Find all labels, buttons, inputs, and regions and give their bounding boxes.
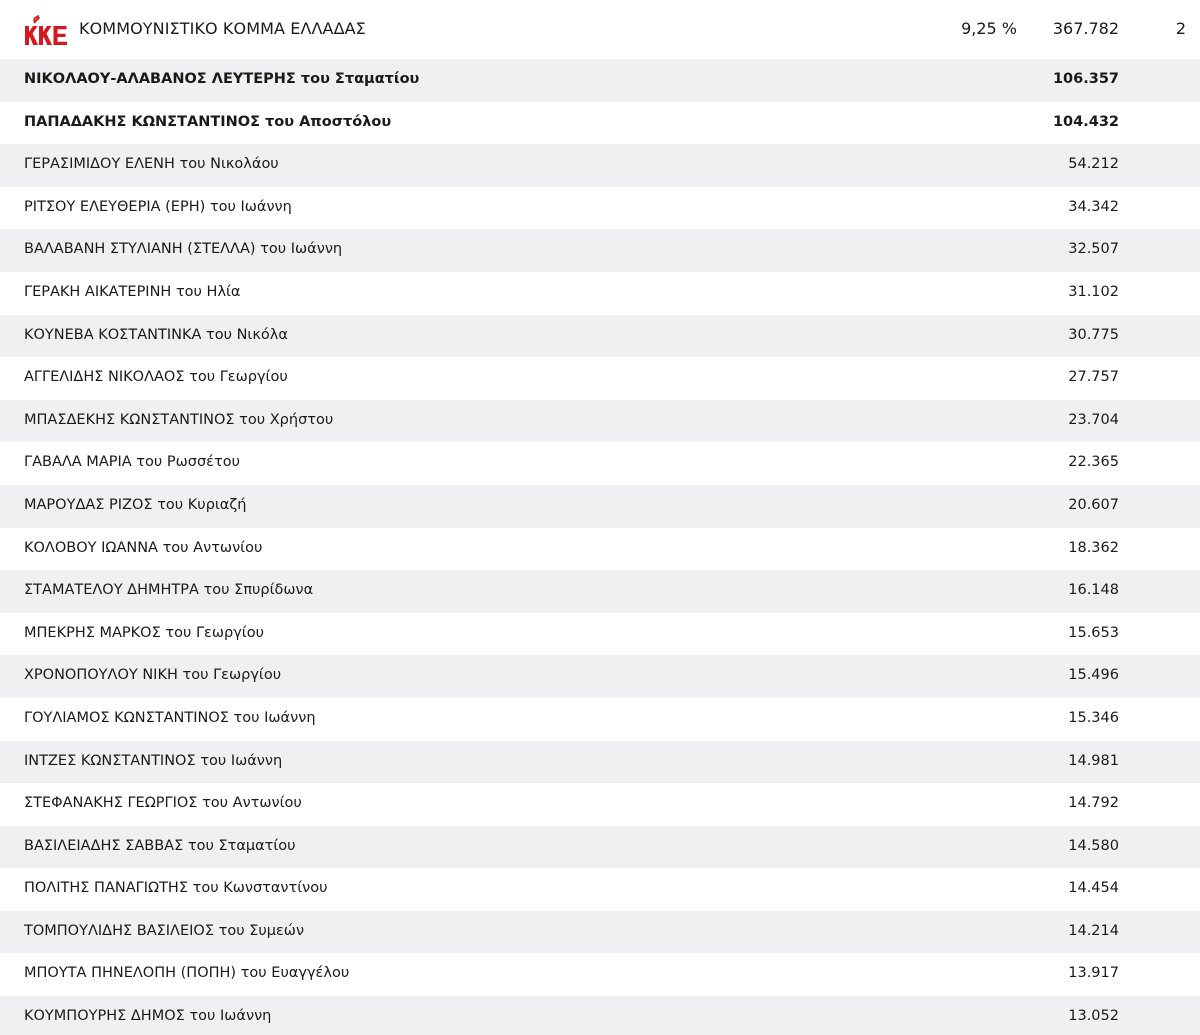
candidate-votes: 34.342 xyxy=(1068,198,1119,215)
candidate-votes: 14.580 xyxy=(1068,837,1119,854)
candidate-name: ΚΟΛΟΒΟΥ ΙΩΑΝΝΑ του Αντωνίου xyxy=(24,539,263,556)
candidate-row[interactable] xyxy=(0,400,1200,443)
candidate-name: ΜΠΑΣΔΕΚΗΣ ΚΩΝΣΤΑΝΤΙΝΟΣ του Χρήστου xyxy=(24,411,334,428)
candidate-votes: 15.496 xyxy=(1068,667,1119,684)
candidate-votes: 20.607 xyxy=(1068,496,1119,513)
candidate-name: ΒΑΛΑΒΑΝΗ ΣΤΥΛΙΑΝΗ (ΣΤΕΛΛΑ) του Ιωάννη xyxy=(24,241,343,258)
candidate-votes: 14.792 xyxy=(1068,795,1119,812)
candidate-row[interactable] xyxy=(0,442,1200,485)
candidate-name: ΑΓΓΕΛΙΔΗΣ ΝΙΚΟΛΑΟΣ του Γεωργίου xyxy=(24,369,288,386)
candidate-votes: 32.507 xyxy=(1068,241,1119,258)
candidate-row[interactable] xyxy=(0,102,1200,145)
candidate-row[interactable] xyxy=(0,485,1200,528)
candidate-votes: 15.346 xyxy=(1068,709,1119,726)
candidate-name: ΜΑΡΟΥΔΑΣ ΡΙΖΟΣ του Κυριαζή xyxy=(24,496,247,513)
candidate-row[interactable] xyxy=(0,229,1200,272)
candidate-votes: 14.214 xyxy=(1068,922,1119,939)
candidate-votes: 23.704 xyxy=(1068,411,1119,428)
candidate-votes: 14.981 xyxy=(1068,752,1119,769)
candidate-votes: 54.212 xyxy=(1068,156,1119,173)
candidate-name: ΝΙΚΟΛΑΟΥ-ΑΛΑΒΑΝΟΣ ΛΕΥΤΕΡΗΣ του Σταματίου xyxy=(24,71,420,87)
candidate-name: ΚΟΥΜΠΟΥΡΗΣ ΔΗΜΟΣ του Ιωάννη xyxy=(24,1008,272,1025)
candidate-row[interactable] xyxy=(0,59,1200,102)
candidate-name: ΙΝΤΖΕΣ ΚΩΝΣΤΑΝΤΙΝΟΣ του Ιωάννη xyxy=(24,752,283,769)
candidate-votes: 30.775 xyxy=(1068,326,1119,343)
candidate-votes: 13.052 xyxy=(1068,1008,1119,1025)
candidate-row[interactable] xyxy=(0,698,1200,741)
candidate-row[interactable] xyxy=(0,315,1200,358)
candidate-row[interactable] xyxy=(0,357,1200,400)
candidate-row[interactable] xyxy=(0,272,1200,315)
candidate-votes: 31.102 xyxy=(1068,283,1119,300)
candidate-row[interactable] xyxy=(0,868,1200,911)
candidate-row[interactable] xyxy=(0,826,1200,869)
candidate-name: ΓΑΒΑΛΑ ΜΑΡΙΑ του Ρωσσέτου xyxy=(24,454,240,471)
candidate-name: ΠΟΛΙΤΗΣ ΠΑΝΑΓΙΩΤΗΣ του Κωνσταντίνου xyxy=(24,880,328,897)
candidate-name: ΚΟΥΝΕΒΑ ΚΟΣΤΑΝΤΙΝΚΑ του Νικόλα xyxy=(24,326,288,343)
candidate-votes: 16.148 xyxy=(1068,582,1119,599)
candidate-row[interactable] xyxy=(0,613,1200,656)
candidate-row[interactable] xyxy=(0,783,1200,826)
candidate-votes: 106.357 xyxy=(1052,71,1119,87)
candidate-name: ΡΙΤΣΟΥ ΕΛΕΥΘΕΡΙΑ (ΕΡΗ) του Ιωάννη xyxy=(24,198,292,215)
candidate-row[interactable] xyxy=(0,187,1200,230)
candidate-votes: 18.362 xyxy=(1068,539,1119,556)
candidate-votes: 104.432 xyxy=(1052,113,1119,130)
candidate-name: ΠΑΠΑΔΑΚΗΣ ΚΩΝΣΤΑΝΤΙΝΟΣ του Αποστόλου xyxy=(24,113,392,130)
candidate-list xyxy=(0,59,1200,1035)
candidate-votes: 13.917 xyxy=(1068,965,1119,982)
candidate-votes: 27.757 xyxy=(1068,369,1119,386)
candidate-name: ΓΟΥΛΙΑΜΟΣ ΚΩΝΣΤΑΝΤΙΝΟΣ του Ιωάννη xyxy=(24,709,316,726)
candidate-row[interactable] xyxy=(0,655,1200,698)
candidate-votes: 15.653 xyxy=(1068,624,1119,641)
candidate-row[interactable] xyxy=(0,996,1200,1035)
candidate-row[interactable] xyxy=(0,528,1200,571)
candidate-name: ΣΤΑΜΑΤΕΛΟΥ ΔΗΜΗΤΡΑ του Σπυρίδωνα xyxy=(24,582,314,599)
candidate-name: ΤΟΜΠΟΥΛΙΔΗΣ ΒΑΣΙΛΕΙΟΣ του Συμεών xyxy=(24,922,305,939)
candidate-row[interactable] xyxy=(0,741,1200,784)
candidate-row[interactable] xyxy=(0,570,1200,613)
candidate-row[interactable] xyxy=(0,953,1200,996)
candidate-name: ΓΕΡΑΣΙΜΙΔΟΥ ΕΛΕΝΗ του Νικολάου xyxy=(24,156,279,173)
candidate-name: ΜΠΕΚΡΗΣ ΜΑΡΚΟΣ του Γεωργίου xyxy=(24,624,264,641)
kke-logo-icon xyxy=(24,14,68,46)
party-name: ΚΟΜΜΟΥΝΙΣΤΙΚΟ ΚΟΜΜΑ ΕΛΛΑΔΑΣ xyxy=(79,19,366,38)
candidate-name: ΓΕΡΑΚΗ ΑΙΚΑΤΕΡΙΝΗ του Ηλία xyxy=(24,283,241,300)
party-header-row[interactable] xyxy=(0,0,1200,60)
candidate-name: ΒΑΣΙΛΕΙΑΔΗΣ ΣΑΒΒΑΣ του Σταματίου xyxy=(24,837,296,854)
candidate-name: ΣΤΕΦΑΝΑΚΗΣ ΓΕΩΡΓΙΟΣ του Αντωνίου xyxy=(24,795,302,812)
candidate-row[interactable] xyxy=(0,144,1200,187)
candidate-name: ΜΠΟΥΤΑ ΠΗΝΕΛΟΠΗ (ΠΟΠΗ) του Ευαγγέλου xyxy=(24,965,350,982)
party-votes: 367.782 xyxy=(1052,19,1119,38)
candidate-votes: 22.365 xyxy=(1068,454,1119,471)
party-seats: 2 xyxy=(1175,19,1186,38)
party-percentage: 9,25 % xyxy=(961,19,1017,38)
candidate-name: ΧΡΟΝΟΠΟΥΛΟΥ ΝΙΚΗ του Γεωργίου xyxy=(24,667,282,684)
candidate-votes: 14.454 xyxy=(1068,880,1119,897)
candidate-row[interactable] xyxy=(0,911,1200,954)
